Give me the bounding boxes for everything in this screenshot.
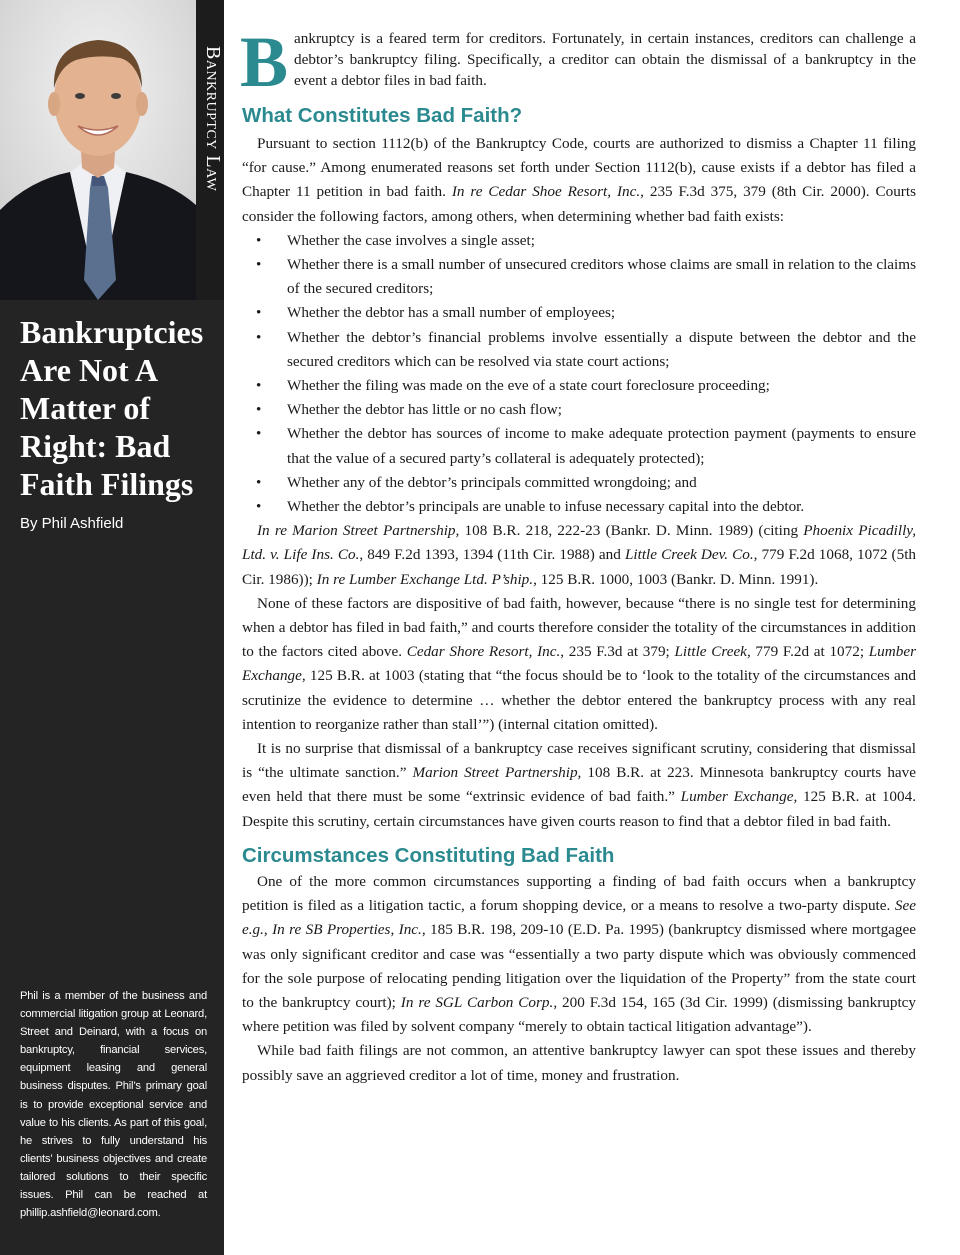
text-run: 125 B.R. at 1004. Despite this scrutiny, certain circumstances have given courts reason to find that a debtor filed in bad faith. <box>242 788 916 830</box>
article-body <box>240 22 917 1088</box>
text-run: None of these factors are dispositive of bad faith, however, because “there is no single test for determining when a debtor has filed in bad faith,” and courts therefore consider the totality of the circumstances in addition to the factors cited above. <box>242 594 916 661</box>
author-portrait-image <box>0 0 196 300</box>
list-item-text: Whether the debtor has sources of income to make adequate protection payment (payments to ensure that the value of a secured party’s collateral is adequately protected); <box>287 425 916 467</box>
list-item-text: Whether the filing was made on the eve of a state court foreclosure proceeding; <box>287 377 770 395</box>
case-citation: Marion Street Partnership, <box>412 764 582 782</box>
text-run: , 125 B.R. 1000, 1003 (Bankr. D. Minn. 1991). <box>533 570 819 588</box>
bullet-icon: • <box>256 377 262 395</box>
text-run: , 185 B.R. 198, 209-10 (E.D. Pa. 1995) (bankruptcy dismissed where mortgagee was only significant creditor and case was “essentially a two party dispute which was obviously commenced for the sole purpose of relocating pending litigation over the liquidation of the Property” from the state court to the bankruptcy court); <box>242 921 916 1011</box>
case-citation: Little Creek Dev. Co. <box>624 546 754 564</box>
intro-paragraph <box>240 22 916 102</box>
heading-circumstances-constituting-bad-faith: Circumstances Constituting Bad Faith <box>242 843 615 867</box>
paragraph-totality-of-circumstances <box>242 592 916 737</box>
text-run: , 235 F.3d at 379; <box>560 643 675 661</box>
case-citation: Lumber Exchange <box>242 643 916 685</box>
case-citation: In re Cedar Shoe Resort, Inc. <box>451 183 641 201</box>
intro-text: ankruptcy is a feared term for creditors. Fortunately, in certain instances, creditors can challenge a debtor’s bankruptcy filing. Specifically, a creditor can obtain the dismissal of a bankruptcy in the event a debtor files in bad faith. <box>294 30 916 89</box>
text-run: , 779 F.2d at 1072; <box>746 643 869 661</box>
text-run: , 849 F.2d 1393, 1394 (11th Cir. 1988) and <box>359 546 625 564</box>
paragraph-case-citations <box>242 519 916 592</box>
section-tab <box>196 0 224 300</box>
case-citation: Cedar Shore Resort, Inc. <box>406 643 561 661</box>
case-citation: Phoenix Picadilly, Ltd. v. Life Ins. Co. <box>242 522 916 564</box>
bad-faith-factors-list <box>242 229 916 519</box>
text-run: , 235 F.3d 375, 379 (8th Cir. 2000). Courts consider the following factors, among others, when determining whether bad faith exists: <box>242 183 916 225</box>
bullet-icon: • <box>256 498 262 516</box>
text-run: 108 B.R. 218, 222-23 (Bankr. D. Minn. 1989) (citing <box>459 522 804 540</box>
list-item <box>242 471 916 495</box>
list-item <box>242 422 916 470</box>
text-run: , 200 F.3d 154, 165 (3d Cir. 1999) (dismissing bankruptcy where petition was filed by solvent company “merely to obtain tactical litigation advantage”). <box>242 993 917 1036</box>
bullet-icon: • <box>256 401 262 419</box>
list-item-text: Whether the case involves a single asset; <box>287 231 535 249</box>
bullet-icon: • <box>256 328 262 346</box>
bullet-icon: • <box>256 473 262 491</box>
list-item <box>242 495 916 519</box>
list-item <box>242 374 916 398</box>
text-run: 108 B.R. at 223. Minnesota bankruptcy courts have even held that there must be some “extrinsic evidence of bad faith.” <box>242 764 916 806</box>
case-citation: In re Marion Street Partnership, <box>257 522 460 540</box>
text-run: , 125 B.R. at 1003 (stating that “the focus should be to ‘look to the totality of the circumstances and scrutinize the evidence to determine … whether the debtor entered the bankruptcy process with any real intention to reorganize rather than stall’”) (internal citation omitted). <box>242 667 916 733</box>
list-item <box>242 398 916 422</box>
list-item-text: Whether there is a small number of unsecured creditors whose claims are small in relation to the claims of the secured creditors; <box>287 256 916 298</box>
paragraph-section-1112b <box>242 132 916 229</box>
list-item-text: Whether the debtor’s principals are unable to infuse necessary capital into the debtor. <box>287 498 805 516</box>
drop-cap: B <box>240 22 289 102</box>
list-item-text: Whether any of the debtor’s principals committed wrongdoing; and <box>287 473 697 491</box>
heading-what-constitutes-bad-faith: What Constitutes Bad Faith? <box>242 104 523 127</box>
text-run: , 779 F.2d 1068, 1072 (5th Cir. 1986)); <box>242 546 917 588</box>
case-citation: In re SGL Carbon Corp. <box>400 993 554 1011</box>
section-label: Bankruptcy Law <box>202 46 224 192</box>
paragraph-conclusion: While bad faith filings are not common, an attentive bankruptcy lawyer can spot these issues and thereby possibly save an aggrieved creditor a lot of time, money and frustration. <box>242 1042 916 1084</box>
case-citation: Little Creek <box>674 643 747 661</box>
list-item-text: Whether the debtor’s financial problems involve essentially a dispute between the debtor and the secured creditors which can be resolved via state court actions; <box>287 328 916 370</box>
text-run: Pursuant to section 1112(b) of the Bankruptcy Code, courts are authorized to dismiss a Chapter 11 filing “for cause.” Among enumerated reasons set forth under Section 1112(b), cause exists if a debtor has filed a Chapter 11 petition in bad faith. <box>242 135 916 201</box>
bullet-icon: • <box>256 304 262 322</box>
case-citation: Lumber Exchange, <box>680 788 798 806</box>
paragraph-litigation-tactic <box>242 870 916 1039</box>
list-item <box>242 253 916 301</box>
byline: By Phil Ashfield <box>20 515 124 532</box>
author-photo <box>0 0 224 300</box>
author-bio: Phil is a member of the business and commercial litigation group at Leonard, Street and Deinard, with a focus on bankruptcy, financial services, equipment leasing and general business disputes. Phil’s primary goal is to provide exceptional service and value to his clients. As part of this goal, he strives to fully understand his clients’ business objectives and create tailored solutions to their specific issues. Phil can be reached at phillip.ashfield@leonard.com. <box>20 990 207 1220</box>
list-item-text: Whether the debtor has little or no cash flow; <box>287 401 562 419</box>
paragraph-scrutiny <box>242 737 916 834</box>
case-citation: See e.g., In re SB Properties, Inc. <box>242 897 916 939</box>
article-title: Bankruptcies Are Not A Matter of Right: Bad Faith Filings <box>20 314 204 502</box>
case-citation: In re Lumber Exchange Ltd. P’ship. <box>316 570 534 588</box>
bullet-icon: • <box>256 256 262 274</box>
bullet-icon: • <box>256 425 262 443</box>
list-item <box>242 326 916 374</box>
list-item <box>242 301 916 325</box>
text-run: It is no surprise that dismissal of a bankruptcy case receives significant scrutiny, considering that dismissal is “the ultimate sanction.” <box>242 740 916 782</box>
text-run: One of the more common circumstances supporting a finding of bad faith occurs when a bankruptcy petition is filed as a litigation tactic, a forum shopping device, or a means to resolve a two-party dispute. <box>242 872 916 915</box>
list-item-text: Whether the debtor has a small number of employees; <box>287 304 616 322</box>
author-sidebar <box>0 0 224 1255</box>
list-item <box>242 229 916 253</box>
bullet-icon: • <box>256 231 262 249</box>
